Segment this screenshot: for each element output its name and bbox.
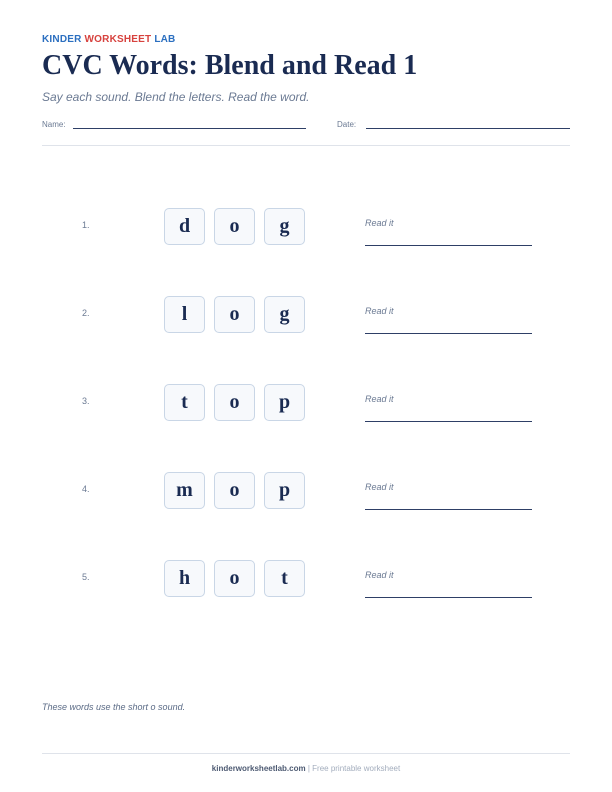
- page-title: CVC Words: Blend and Read 1: [42, 50, 418, 81]
- word-item-1: [0, 208, 612, 252]
- letter-tile: t: [164, 384, 205, 421]
- word-item-5: [0, 560, 612, 604]
- letter-tile: o: [214, 560, 255, 597]
- read-it-label: Read it: [365, 482, 394, 492]
- footer-tagline: Free printable worksheet: [312, 764, 401, 773]
- answer-line[interactable]: [365, 509, 532, 510]
- date-label: Date:: [337, 120, 357, 129]
- letter-tile: m: [164, 472, 205, 509]
- letter-tile: l: [164, 296, 205, 333]
- header-divider: [42, 145, 570, 146]
- instructions: Say each sound. Blend the letters. Read the word.: [42, 90, 310, 104]
- word-item-3: [0, 384, 612, 428]
- date-field-line[interactable]: [366, 128, 570, 129]
- brand-part-kinder: KINDER: [42, 34, 82, 45]
- letter-tile: o: [214, 208, 255, 245]
- footer: [0, 764, 612, 773]
- word-item-4: [0, 472, 612, 516]
- name-field-line[interactable]: [73, 128, 306, 129]
- letter-tile: g: [264, 208, 305, 245]
- letter-tile: t: [264, 560, 305, 597]
- letter-tile: o: [214, 296, 255, 333]
- name-label: Name:: [42, 120, 66, 129]
- read-it-label: Read it: [365, 306, 394, 316]
- word-item-2: [0, 296, 612, 340]
- item-number: 4.: [82, 484, 90, 494]
- letter-tile: h: [164, 560, 205, 597]
- answer-line[interactable]: [365, 421, 532, 422]
- footnote: These words use the short o sound.: [42, 702, 186, 712]
- footer-divider: [42, 753, 570, 754]
- item-number: 3.: [82, 396, 90, 406]
- read-it-label: Read it: [365, 394, 394, 404]
- footer-site-link[interactable]: kinderworksheetlab.com: [211, 764, 306, 773]
- brand-logo: [42, 34, 175, 45]
- brand-part-lab: LAB: [154, 34, 176, 45]
- answer-line[interactable]: [365, 597, 532, 598]
- letter-tile: o: [214, 472, 255, 509]
- letter-tile: g: [264, 296, 305, 333]
- footer-separator: |: [305, 764, 313, 773]
- read-it-label: Read it: [365, 570, 394, 580]
- item-number: 5.: [82, 572, 90, 582]
- item-number: 2.: [82, 308, 90, 318]
- letter-tile: p: [264, 384, 305, 421]
- read-it-label: Read it: [365, 218, 394, 228]
- letter-tile: o: [214, 384, 255, 421]
- brand-part-worksheet: WORKSHEET: [84, 34, 152, 45]
- item-number: 1.: [82, 220, 90, 230]
- letter-tile: p: [264, 472, 305, 509]
- answer-line[interactable]: [365, 333, 532, 334]
- answer-line[interactable]: [365, 245, 532, 246]
- letter-tile: d: [164, 208, 205, 245]
